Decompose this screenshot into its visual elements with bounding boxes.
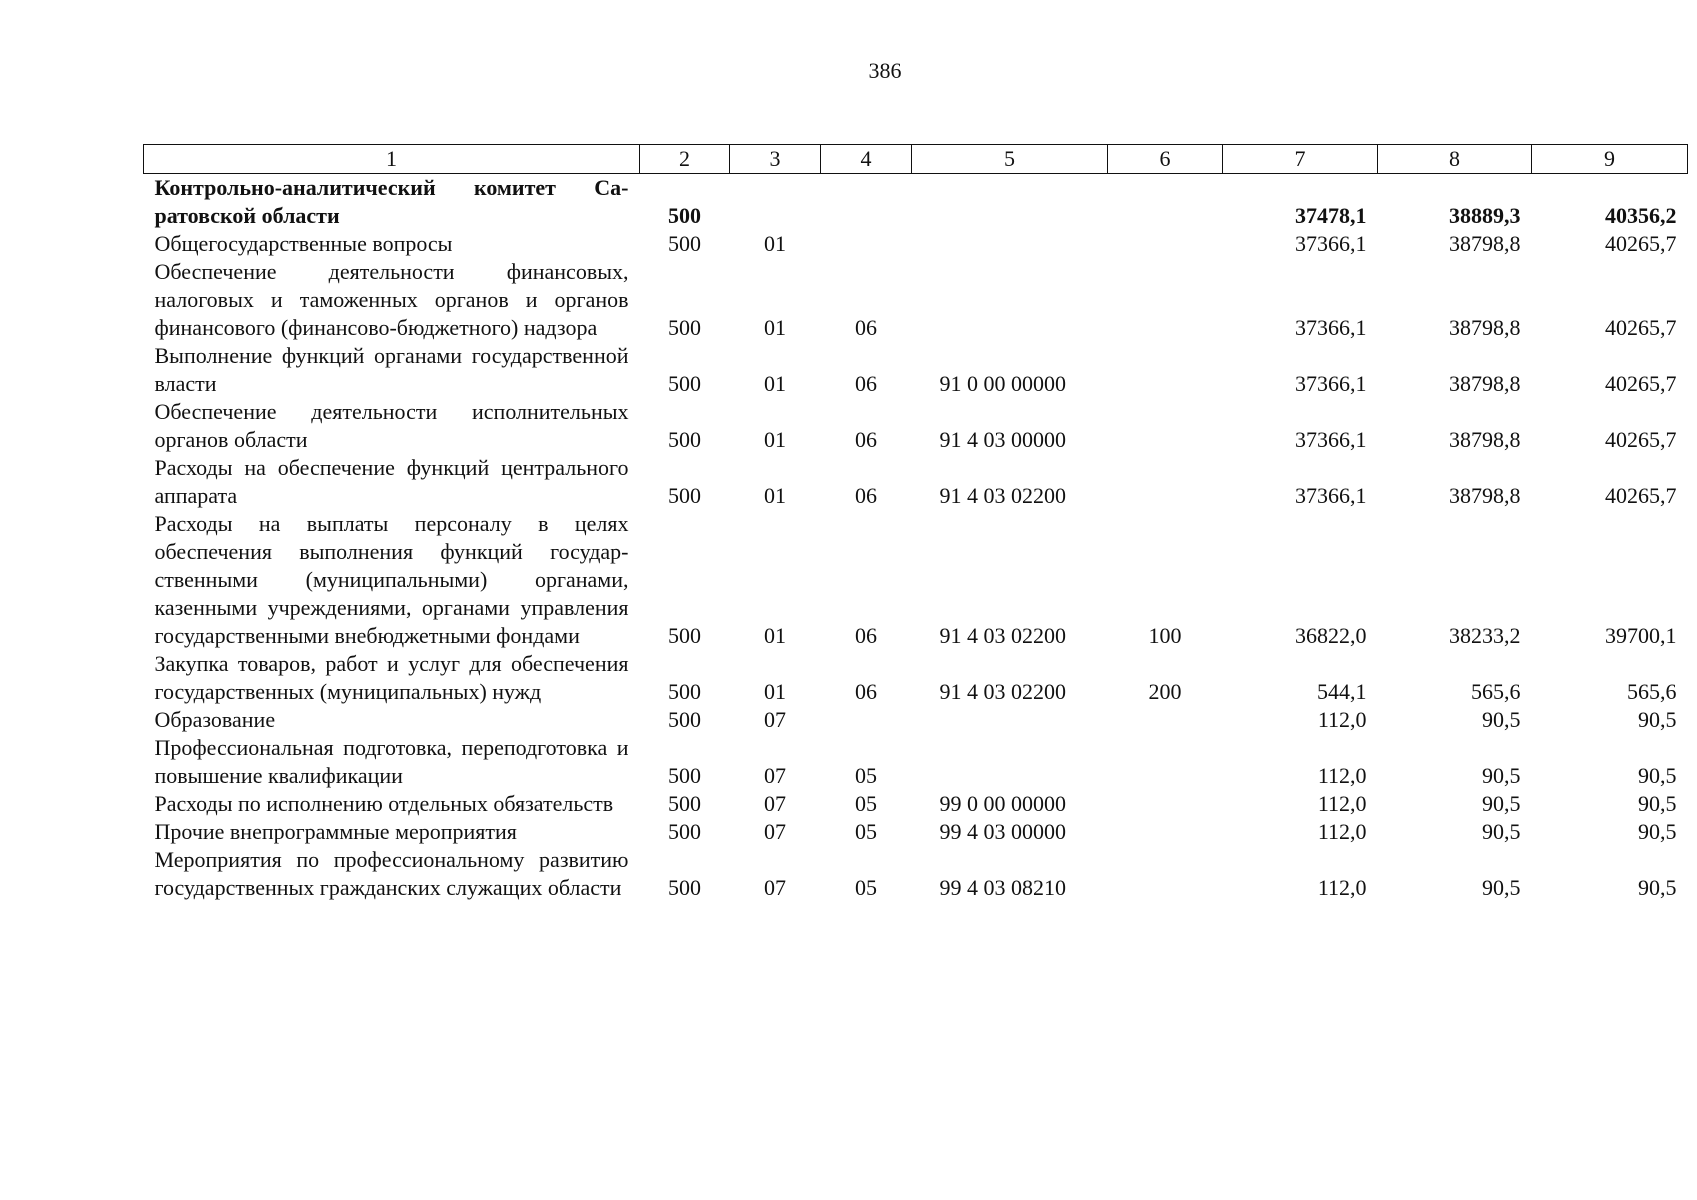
expense-type-cell	[1108, 734, 1223, 790]
code-cell: 500	[668, 679, 701, 704]
target-article-cell: 99 4 03 00000	[939, 819, 1066, 844]
amount-cell: 90,5	[1638, 875, 1677, 900]
amount-cell: 37366,1	[1295, 315, 1367, 340]
expense-type-cell	[1108, 398, 1223, 454]
amount-cell: 40265,7	[1605, 315, 1677, 340]
section-cell: 07	[764, 791, 786, 816]
section-cell: 01	[764, 483, 786, 508]
target-article-cell: 99 4 03 08210	[939, 875, 1066, 900]
amount-cell: 40265,7	[1605, 427, 1677, 452]
amount-cell: 38798,8	[1449, 371, 1521, 396]
amount-cell: 90,5	[1482, 791, 1521, 816]
amount-cell: 90,5	[1638, 819, 1677, 844]
section-cell: 01	[764, 371, 786, 396]
column-header: 4	[821, 145, 912, 174]
section-cell: 01	[764, 427, 786, 452]
amount-cell: 565,6	[1627, 679, 1677, 704]
amount-cell: 112,0	[1317, 819, 1367, 844]
column-header: 6	[1108, 145, 1223, 174]
expense-type-cell: 200	[1148, 679, 1182, 704]
amount-cell: 38798,8	[1449, 427, 1521, 452]
amount-cell: 37366,1	[1295, 371, 1367, 396]
row-name-cell: Выполнение функций органами государственной власти	[154, 343, 629, 396]
expense-type-cell	[1108, 174, 1223, 231]
header-row	[144, 145, 1688, 174]
row-name-cell: Расходы на обеспечение функций центрального аппарата	[154, 455, 629, 508]
section-cell: 07	[764, 707, 786, 732]
target-article-cell: 91 4 03 02200	[939, 679, 1066, 704]
section-cell: 01	[764, 315, 786, 340]
section-cell: 07	[764, 819, 786, 844]
target-article-cell: 91 0 00 00000	[939, 371, 1066, 396]
expense-type-cell	[1108, 454, 1223, 510]
target-article-cell	[912, 258, 1108, 342]
amount-cell: 40265,7	[1605, 231, 1677, 256]
section-cell: 01	[764, 679, 786, 704]
row-name-cell: Профессиональная подготовка, переподготовка и повышение квалификации	[154, 735, 629, 788]
page-number: 386	[868, 58, 902, 83]
amount-cell: 90,5	[1638, 763, 1677, 788]
code-cell: 500	[668, 483, 701, 508]
row-name-cell: Расходы на выплаты персоналу в целях обеспечения выполнения функций государственными (муниципальными) органами, казенными учреждениями, органами управления государственными внебюджетными фондами	[154, 511, 629, 648]
subsection-cell: 05	[855, 791, 877, 816]
amount-cell: 544,1	[1317, 679, 1367, 704]
amount-cell: 90,5	[1482, 707, 1521, 732]
subsection-cell	[821, 706, 912, 734]
subsection-cell: 06	[855, 483, 877, 508]
subsection-cell: 05	[855, 763, 877, 788]
row-name-cell: Расходы по исполнению отдельных обязательств	[154, 791, 614, 816]
column-header: 8	[1378, 145, 1532, 174]
table-row	[144, 734, 1688, 790]
code-cell: 500	[668, 203, 701, 228]
amount-cell: 36822,0	[1295, 623, 1367, 648]
budget-table	[143, 144, 1688, 902]
expense-type-cell: 100	[1148, 623, 1182, 648]
code-cell: 500	[668, 371, 701, 396]
column-header: 9	[1532, 145, 1688, 174]
subsection-cell: 06	[855, 623, 877, 648]
column-header: 7	[1223, 145, 1378, 174]
table-body	[144, 174, 1688, 903]
amount-cell: 112,0	[1317, 791, 1367, 816]
amount-cell: 112,0	[1317, 763, 1367, 788]
subsection-cell: 06	[855, 679, 877, 704]
amount-cell: 565,6	[1471, 679, 1521, 704]
amount-cell: 37366,1	[1295, 427, 1367, 452]
table-row	[144, 454, 1688, 510]
amount-cell: 38798,8	[1449, 315, 1521, 340]
amount-cell: 90,5	[1482, 819, 1521, 844]
row-name-cell: Прочие внепрограммные мероприятия	[154, 819, 517, 844]
expense-type-cell	[1108, 230, 1223, 258]
row-name-cell: Образование	[154, 707, 276, 732]
amount-cell: 90,5	[1638, 707, 1677, 732]
expense-type-cell	[1108, 706, 1223, 734]
expense-type-cell	[1108, 846, 1223, 902]
amount-cell: 37366,1	[1295, 483, 1367, 508]
table-row	[144, 230, 1688, 258]
amount-cell: 37366,1	[1295, 231, 1367, 256]
target-article-cell	[912, 734, 1108, 790]
subsection-cell: 06	[855, 427, 877, 452]
amount-cell: 112,0	[1317, 707, 1367, 732]
amount-cell: 38798,8	[1449, 483, 1521, 508]
column-header: 5	[912, 145, 1108, 174]
section-cell: 01	[764, 231, 786, 256]
target-article-cell	[912, 230, 1108, 258]
amount-cell: 38233,2	[1449, 623, 1521, 648]
table-row	[144, 818, 1688, 846]
target-article-cell: 99 0 00 00000	[939, 791, 1066, 816]
table-row	[144, 174, 1688, 231]
target-article-cell: 91 4 03 00000	[939, 427, 1066, 452]
subsection-cell: 05	[855, 819, 877, 844]
code-cell: 500	[668, 875, 701, 900]
amount-cell: 40356,2	[1605, 203, 1677, 228]
row-name-cell: Обеспечение деятельности исполнительных органов области	[154, 399, 629, 452]
row-name-cell: Закупка товаров, работ и услуг для обеспечения государственных (муниципальных) нужд	[154, 651, 629, 704]
amount-cell: 40265,7	[1605, 483, 1677, 508]
table-row	[144, 510, 1688, 650]
column-header: 1	[144, 145, 640, 174]
expense-type-cell	[1108, 258, 1223, 342]
code-cell: 500	[668, 623, 701, 648]
target-article-cell	[912, 706, 1108, 734]
code-cell: 500	[668, 315, 701, 340]
row-name-cell: Общегосударственные вопросы	[154, 231, 453, 256]
subsection-cell: 06	[855, 315, 877, 340]
section-cell: 07	[764, 763, 786, 788]
amount-cell: 90,5	[1482, 875, 1521, 900]
code-cell: 500	[668, 427, 701, 452]
expense-type-cell	[1108, 342, 1223, 398]
code-cell: 500	[668, 707, 701, 732]
amount-cell: 40265,7	[1605, 371, 1677, 396]
target-article-cell: 91 4 03 02200	[939, 483, 1066, 508]
table-row	[144, 650, 1688, 706]
table-row	[144, 398, 1688, 454]
target-article-cell	[912, 174, 1108, 231]
expense-type-cell	[1108, 790, 1223, 818]
table-row	[144, 790, 1688, 818]
row-name-cell: Контрольно-аналитический комитет Саратовской области	[154, 175, 629, 228]
row-name-cell: Мероприятия по профессиональному развитию государственных гражданских служащих области	[154, 847, 629, 900]
code-cell: 500	[668, 763, 701, 788]
column-header: 3	[730, 145, 821, 174]
subsection-cell: 05	[855, 875, 877, 900]
table-row	[144, 846, 1688, 902]
section-cell: 07	[764, 875, 786, 900]
code-cell: 500	[668, 231, 701, 256]
subsection-cell	[821, 230, 912, 258]
amount-cell: 112,0	[1317, 875, 1367, 900]
subsection-cell: 06	[855, 371, 877, 396]
amount-cell: 39700,1	[1605, 623, 1677, 648]
amount-cell: 90,5	[1638, 791, 1677, 816]
code-cell: 500	[668, 791, 701, 816]
section-cell	[730, 174, 821, 231]
table-row	[144, 342, 1688, 398]
expense-type-cell	[1108, 818, 1223, 846]
table-row	[144, 258, 1688, 342]
row-name-cell: Обеспечение деятельности финансовых, налоговых и таможенных органов и органов финансового (финансово-бюджетного) надзора	[154, 259, 629, 340]
amount-cell: 38798,8	[1449, 231, 1521, 256]
amount-cell: 38889,3	[1449, 203, 1521, 228]
code-cell: 500	[668, 819, 701, 844]
section-cell: 01	[764, 623, 786, 648]
amount-cell: 37478,1	[1295, 203, 1367, 228]
table-row	[144, 706, 1688, 734]
column-header: 2	[640, 145, 730, 174]
subsection-cell	[821, 174, 912, 231]
target-article-cell: 91 4 03 02200	[939, 623, 1066, 648]
amount-cell: 90,5	[1482, 763, 1521, 788]
